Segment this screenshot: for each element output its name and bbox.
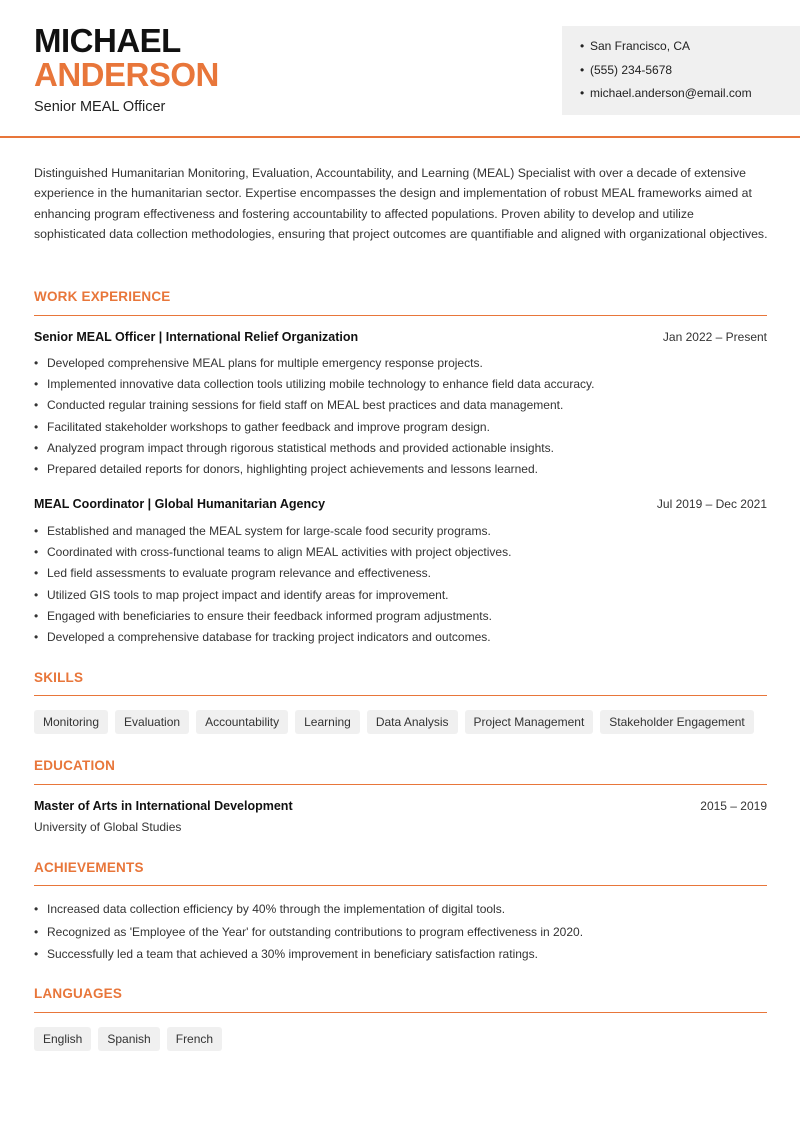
achievement-bullets [34,901,767,969]
first-name: MICHAEL [34,22,181,59]
job-title: Senior MEAL Officer [34,99,166,115]
section-title-education: EDUCATION [34,758,116,773]
job-header [34,497,767,511]
list-item: • Prepared detailed reports for donors, highlighting project achievements and lessons learned. [34,461,538,476]
bullet-icon: • [580,86,585,100]
resume-header [0,0,800,138]
job-position: Senior MEAL Officer | International Relief Organization [34,330,359,344]
skill-tag: Accountability [196,710,288,734]
contact-phone [580,62,800,86]
section-title-achievements: ACHIEVEMENTS [34,860,144,875]
section-divider [34,1012,767,1013]
section-title-languages: LANGUAGES [34,986,123,1001]
list-item: • Developed comprehensive MEAL plans for multiple emergency response projects. [34,356,483,370]
list-item: • Implemented innovative data collection tools utilizing mobile technology to enhance field data accuracy. [34,377,595,392]
job-bullets [34,523,767,650]
education-dates: 2015 – 2019 [700,799,767,813]
skill-tag: Data Analysis [367,710,458,734]
job-dates: Jul 2019 – Dec 2021 [656,497,767,511]
section-divider [34,784,767,785]
section-title-work: WORK EXPERIENCE [34,289,171,304]
language-tag: English [34,1027,91,1051]
list-item: • Coordinated with cross-functional teams to align MEAL activities with project objectives. [34,545,512,560]
education-header [34,799,767,813]
contact-location-text: San Francisco, CA [590,39,691,53]
school-name: University of Global Studies [34,820,182,834]
job-dates: Jan 2022 – Present [662,330,767,344]
list-item: • Established and managed the MEAL system for large-scale food security programs. [34,524,491,538]
contact-location [580,38,800,62]
contact-email-text: michael.anderson@email.com [590,86,752,100]
list-item: • Recognized as 'Employee of the Year' for outstanding contributions to program effectiveness in 2020. [34,924,584,939]
language-tags [34,1027,222,1051]
list-item: • Developed a comprehensive database for tracking project indicators and outcomes. [34,629,491,644]
list-item: • Engaged with beneficiaries to ensure their feedback informed program adjustments. [34,608,492,623]
skill-tag: Monitoring [34,710,108,734]
section-divider [34,315,767,316]
skill-tag: Evaluation [115,710,189,734]
contact-box [562,26,800,115]
list-item: • Conducted regular training sessions for field staff on MEAL best practices and data management. [34,398,564,413]
list-item: • Analyzed program impact through rigorous statistical methods and provided actionable insights. [34,440,554,455]
skill-tag: Stakeholder Engagement [600,710,753,734]
language-tag: Spanish [98,1027,159,1051]
contact-email [580,85,800,109]
last-name: ANDERSON [34,56,219,93]
section-divider [34,695,767,696]
list-item: • Led field assessments to evaluate program relevance and effectiveness. [34,566,431,581]
skill-tag: Learning [295,710,360,734]
list-item: • Utilized GIS tools to map project impact and identify areas for improvement. [34,587,449,602]
list-item: • Facilitated stakeholder workshops to gather feedback and improve program design. [34,419,490,434]
contact-phone-text: (555) 234-5678 [590,62,673,77]
job-position: MEAL Coordinator | Global Humanitarian Agency [34,497,326,511]
list-item: • Increased data collection efficiency by 40% through the implementation of digital tools. [34,902,506,916]
list-item: • Successfully led a team that achieved a 30% improvement in beneficiary satisfaction ratings. [34,947,538,961]
skill-tag: Project Management [465,710,594,734]
bullet-icon: • [580,39,585,53]
summary-paragraph: Distinguished Humanitarian Monitoring, Evaluation, Accountability, and Learning (MEAL) Specialist with over a decade of extensive experience in the humanitarian sector. Expertise encompasses the design and implementation of robust MEAL frameworks aimed at enhancing program effectiveness and fostering accountability to affected populations. Proven ability to develop and utilize sophisticated data collection methodologies, ensuring that project outcomes are quantifiable and aligned with organizational objectives. [34,166,768,241]
language-tag: French [167,1027,222,1051]
degree: Master of Arts in International Development [34,799,293,813]
job-bullets [34,355,767,482]
section-title-skills: SKILLS [34,670,84,685]
job-header [34,330,767,344]
bullet-icon: • [580,62,585,77]
section-divider [34,885,767,886]
skills-tags [34,710,754,734]
